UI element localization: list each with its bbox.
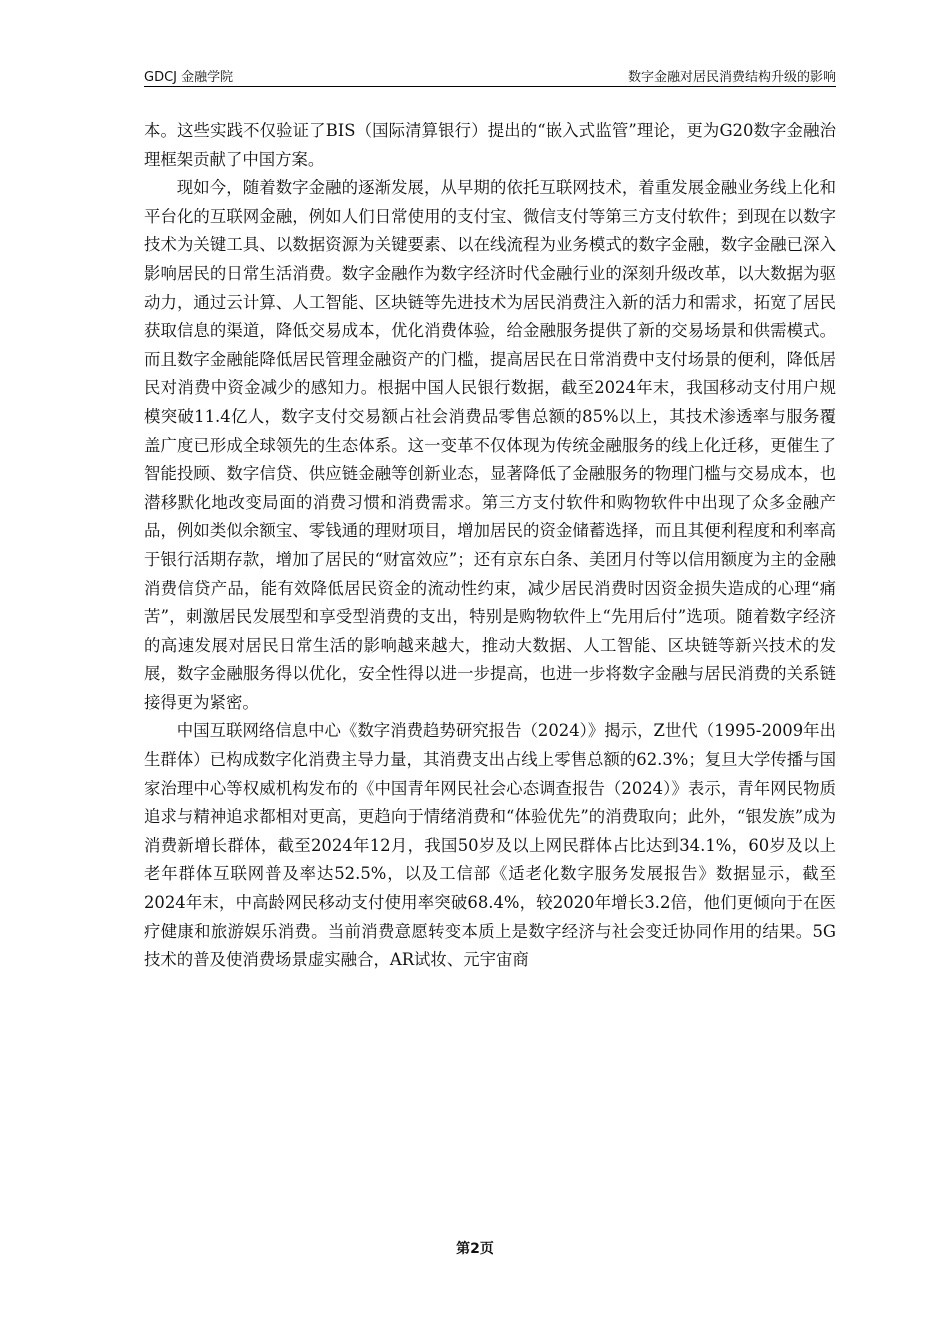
- header-institution: GDCJ 金融学院: [144, 70, 234, 85]
- paragraph-consumer-groups: 中国互联网络信息中心《数字消费趋势研究报告（2024）》揭示，Z世代（1995-2009年出生群体）已构成数字化消费主导力量，其消费支出占线上零售总额的62.3%；复旦大学传播与国家治理中心等权威机构发布的《中国青年网民社会心态调查报告（2024）》表示，青年网民物质追求与精神追求都相对更高，更趋向于情绪消费和“体验优先”的消费取向；此外，“银发族”成为消费新增长群体，截至2024年12月，我国50岁及以上网民群体占比达到34.1%，60岁及以上老年群体互联网普及率达52.5%，以及工信部《适老化数字服务发展报告》数据显示，截至2024年末，中高龄网民移动支付使用率突破68.4%，较2020年增长3.2倍，他们更倾向于在医疗健康和旅游娱乐消费。当前消费意愿转变本质上是数字经济与社会变迁协同作用的结果。5G技术的普及使消费场景虚实融合，AR试妆、元宇宙商: [144, 721, 836, 970]
- page-header: [144, 66, 836, 88]
- paragraph-digital-finance: 现如今，随着数字金融的逐渐发展，从早期的依托互联网技术，着重发展金融业务线上化和平台化的互联网金融，例如人们日常使用的支付宝、微信支付等第三方支付软件；到现在以数字技术为关键工具、以数据资源为关键要素、以在线流程为业务模式的数字金融，数字金融已深入影响居民的日常生活消费。数字金融作为数字经济时代金融行业的深刻升级改革，以大数据为驱动力，通过云计算、人工智能、区块链等先进技术为居民消费注入新的活力和需求，拓宽了居民获取信息的渠道，降低交易成本，优化消费体验，给金融服务提供了新的交易场景和供需模式。而且数字金融能降低居民管理金融资产的门槛，提高居民在日常消费中支付场景的便利，降低居民对消费中资金减少的感知力。根据中国人民银行数据，截至2024年末，我国移动支付用户规模突破11.4亿人，数字支付交易额占社会消费品零售总额的85%以上，其技术渗透率与服务覆盖广度已形成全球领先的生态体系。这一变革不仅体现为传统金融服务的线上化迁移，更催生了智能投顾、数字信贷、供应链金融等创新业态，显著降低了金融服务的物理门槛与交易成本，也潜移默化地改变局面的消费习惯和消费需求。第三方支付软件和购物软件中出现了众多金融产品，例如类似余额宝、零钱通的理财项目，增加居民的资金储蓄选择，而且其便利程度和利率高于银行活期存款，增加了居民的“财富效应”；还有京东白条、美团月付等以信用额度为主的金融消费信贷产品，能有效降低居民资金的流动性约束，减少居民消费时因资金损失造成的心理“痛苦”，刺激居民发展型和享受型消费的支出，特别是购物软件上“先用后付”选项。随着数字经济的高速发展对居民日常生活的影响越来越大，推动大数据、人工智能、区块链等新兴技术的发展，数字金融服务得以优化，安全性得以进一步提高，也进一步将数字金融与居民消费的关系链接得更为紧密。: [144, 178, 836, 712]
- document-body: [144, 117, 836, 975]
- page-number: 第2页: [456, 1241, 494, 1257]
- header-rule: [144, 86, 836, 87]
- header-document-title: 数字金融对居民消费结构升级的影响: [627, 70, 836, 85]
- paragraph-continuation: 本。这些实践不仅验证了BIS（国际清算银行）提出的“嵌入式监管”理论，更为G20数字金融治理框架贡献了中国方案。: [144, 121, 836, 169]
